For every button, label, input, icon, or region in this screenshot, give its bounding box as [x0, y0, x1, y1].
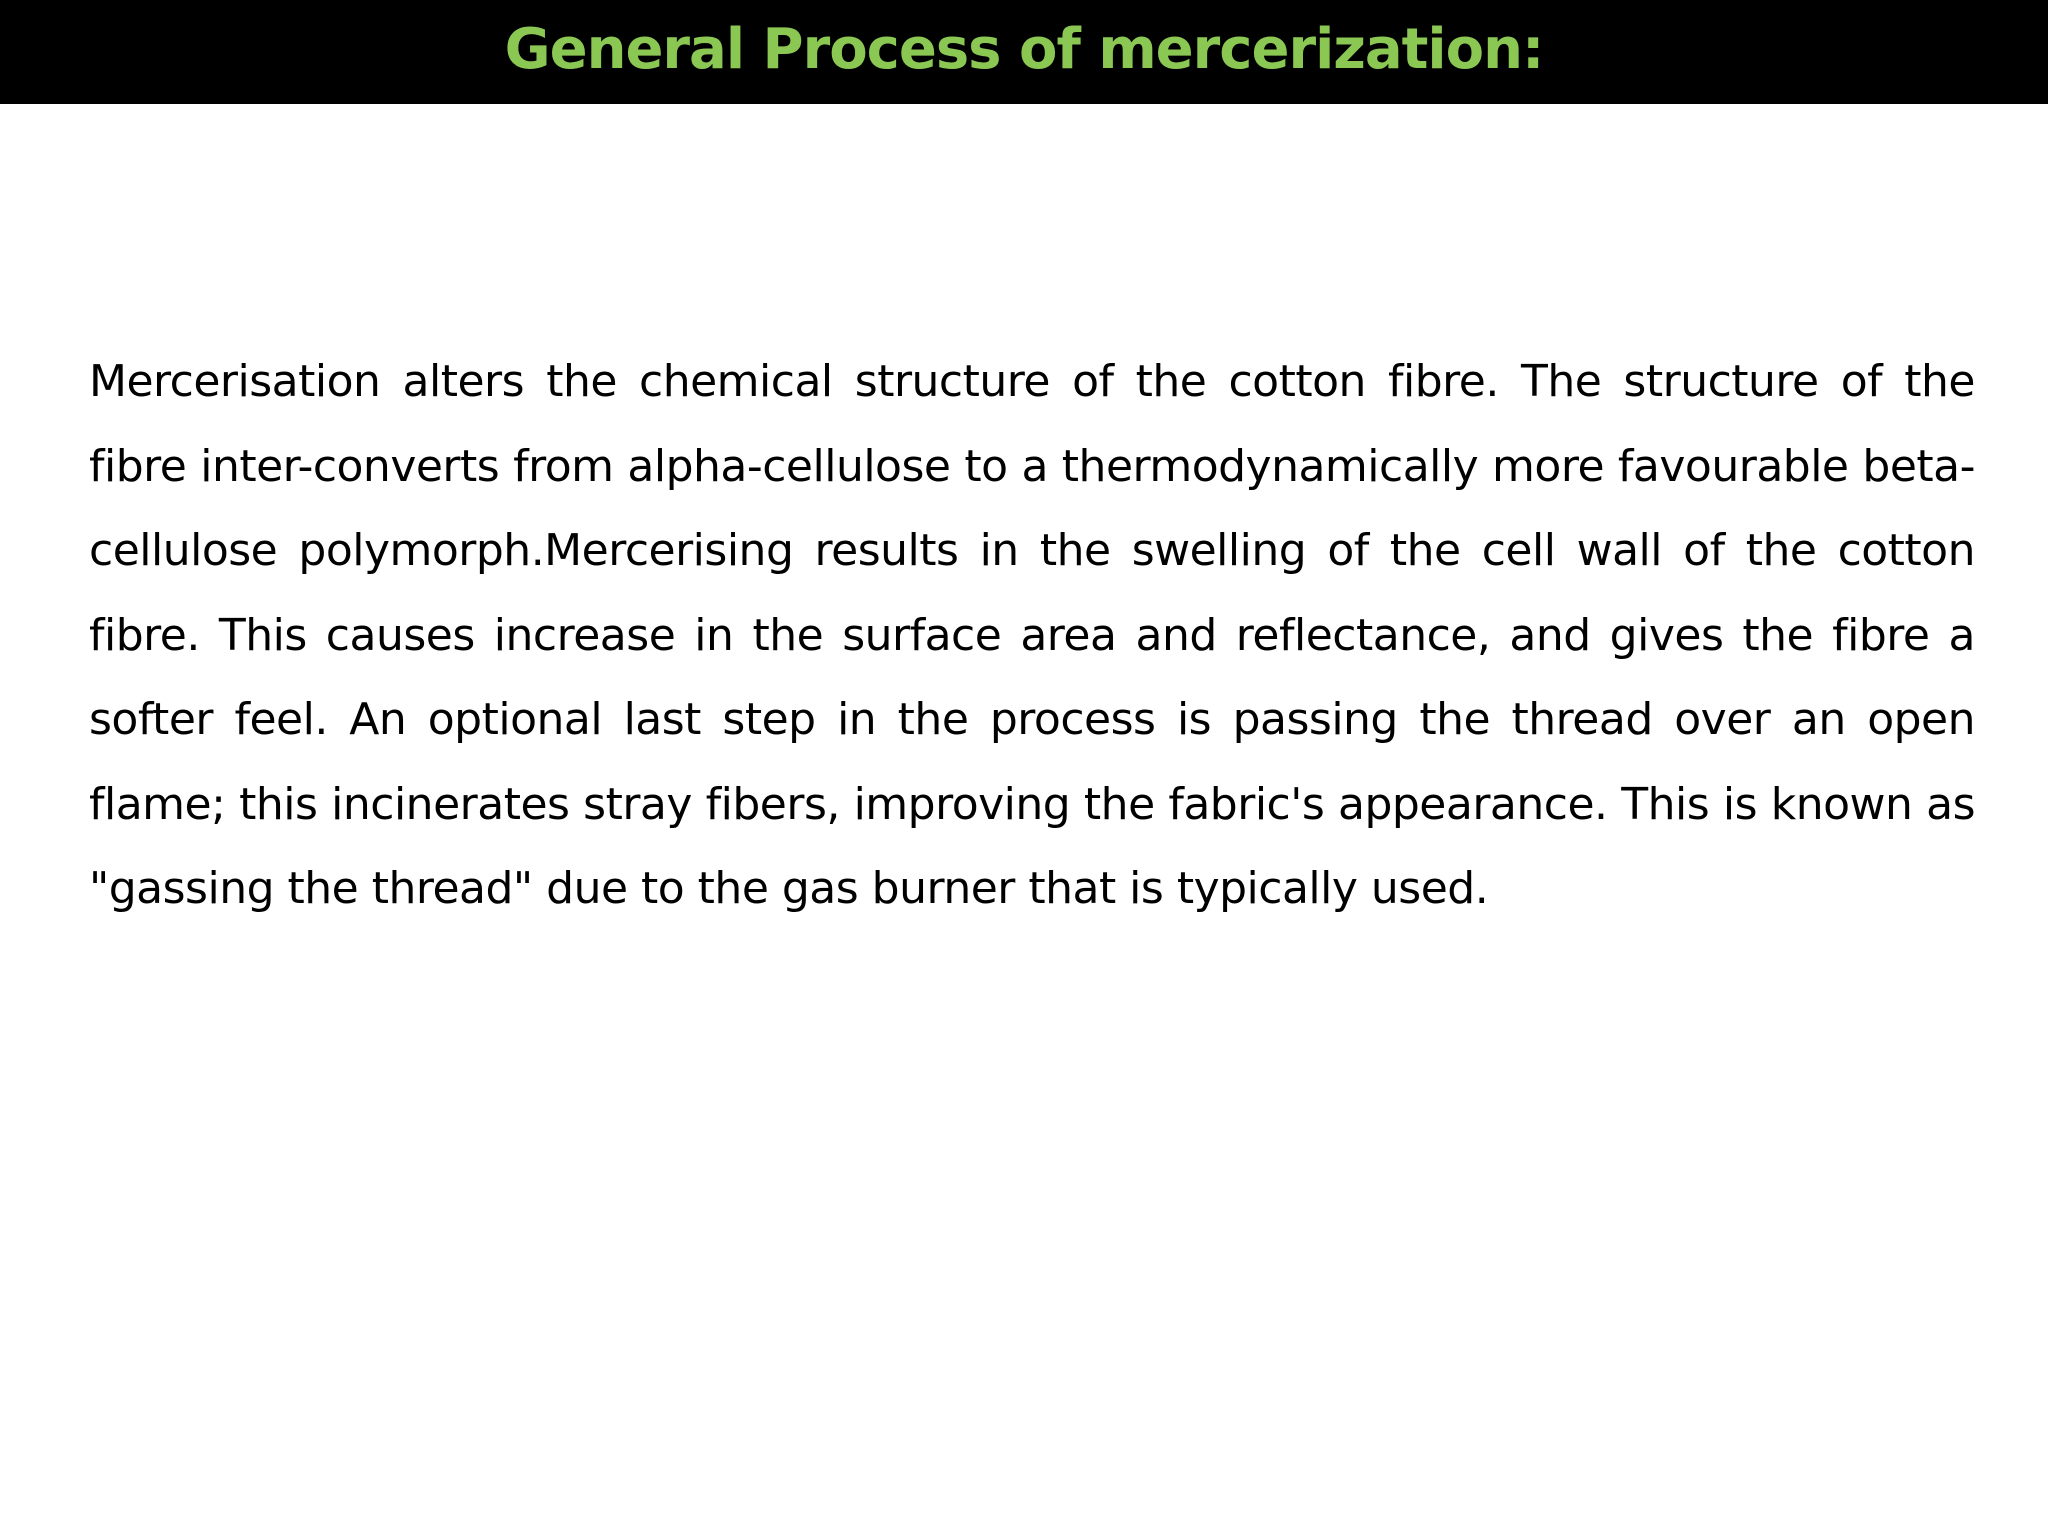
title-bar: [0, 0, 2048, 104]
body-paragraph: Mercerisation alters the chemical structure of the cotton fibre. The structure of the fibre inter-converts from alpha-cellulose to a thermodynamically more favourable beta-cellulose polymorph.Mercerising results in the swelling of the cell wall of the cotton fibre. This causes increase in the surface area and reflectance, and gives the fibre a softer feel. An optional last step in the process is passing the thread over an open flame; this incinerates stray fibers, improving the fabric's appearance. This is known as "gassing the thread" due to the gas burner that is typically used.: [89, 356, 1975, 914]
slide-title: General Process of mercerization:: [504, 17, 1544, 82]
